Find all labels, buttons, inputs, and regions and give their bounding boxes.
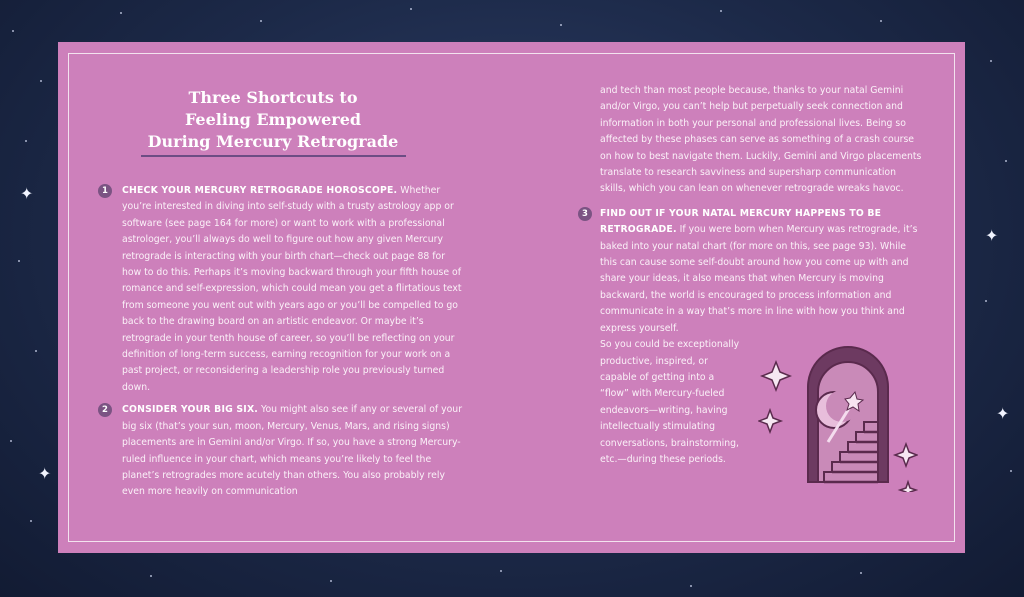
star	[330, 580, 332, 582]
star	[18, 260, 20, 262]
star	[500, 570, 502, 572]
text-line: capable of getting into a	[600, 371, 715, 383]
shortcut-2-continued: and tech than most people because, thanks to your natal Gemini and/or Virgo, you can’t help but perpetually seek connection and information in both your personal and professional lives. Being so affected by these phases can serve as something of a crash course on how to best navigate them. Luckily, Gemini and Virgo placements translate to research savviness and supersharp communication skills, which you can lean on whenever retrograde wreaks havoc.	[600, 85, 922, 195]
step-number-badge: 2	[98, 403, 112, 417]
star	[990, 60, 992, 62]
shortcut-3-text	[600, 206, 922, 337]
step-number-badge: 3	[578, 207, 592, 221]
shortcut-2-block	[102, 402, 467, 500]
shortcut-1-text	[122, 183, 467, 396]
star	[25, 140, 27, 142]
star	[1010, 470, 1012, 472]
star	[12, 30, 14, 32]
title-line-3: During Mercury Retrograde	[147, 132, 399, 151]
shortcut-1-body: Whether you’re interested in diving into self-study with a trusty astrology app or software (see page 164 for more) or want to work with a professional astrologer, you’ll always do well to figure out how any given Mercury retrograde is interacting with your birth chart—check out page 88 for how to do this. Perhaps it’s moving backward through your fifth house of romance and self-expression, which could mean you get a flirtatious text from someone you went out with years ago or you’ll be compelled to go back to the drawing board on an artistic endeavor. Or maybe it’s retrograde in your tenth house of career, so you’ll be reflecting on your definition of long-term success, earning recognition for your work on a past project, or reconsidering a leadership role you previously turned down.	[122, 185, 462, 393]
text-line: etc.—during these periods.	[600, 453, 726, 465]
star	[35, 350, 37, 352]
star	[1005, 160, 1007, 162]
sparkle-icon: ✦	[985, 226, 999, 245]
text-line: intellectually stimulating	[600, 421, 716, 433]
shortcut-2-heading: CONSIDER YOUR BIG SIX.	[122, 404, 259, 416]
sparkle-icon: ✦	[20, 184, 34, 203]
title-line-2: Feeling Empowered	[184, 110, 362, 129]
star	[30, 520, 32, 522]
title-underline	[141, 155, 406, 157]
page-title	[128, 87, 418, 153]
star	[690, 585, 692, 587]
star	[10, 440, 12, 442]
text-line: productive, inspired, or	[600, 355, 708, 367]
star	[410, 8, 412, 10]
title-line-1: Three Shortcuts to	[188, 88, 358, 107]
sparkle-icon: ✦	[38, 464, 52, 483]
sparkle-icon: ✦	[996, 404, 1010, 423]
left-column	[102, 183, 467, 501]
star	[120, 12, 122, 14]
shortcut-2-text	[122, 402, 467, 500]
star	[880, 20, 882, 22]
text-line: So you could be exceptionally	[600, 339, 740, 351]
stairway-arch-moon-illustration	[758, 332, 918, 492]
text-line: “flow” with Mercury-fueled	[600, 388, 725, 400]
shortcut-1-heading: CHECK YOUR MERCURY RETROGRADE HOROSCOPE.	[122, 185, 398, 196]
step-number-badge: 1	[98, 184, 112, 198]
shortcut-2-body: You might also see if any or several of your big six (that’s your sun, moon, Mercury, Venus, Mars, and rising signs) placements are in Gemini and/or Virgo. If so, you have a strong Mercury-ruled influence in your chart, which means you’re likely to feel the planet’s retrogrades more acutely than others. You also probably rely even more heavily on communication	[122, 404, 463, 498]
shortcut-3-heading: FIND OUT IF YOUR NATAL MERCURY HAPPENS TO BE RETROGRADE.	[600, 207, 882, 236]
book-page	[58, 42, 965, 553]
text-line: conversations, brainstorming,	[600, 437, 739, 449]
star	[860, 572, 862, 574]
star	[985, 300, 987, 302]
star	[720, 10, 722, 12]
star	[150, 575, 152, 577]
shortcut-3-body: If you were born when Mercury was retrograde, it’s baked into your natal chart (for more on this, see page 93). While this can cause some self-doubt around how you come up with and share your ideas, it also means that when Mercury is moving backward, the world is encouraged to process information and communicate in a way that’s more in line with how you think and express yourself.	[600, 224, 918, 334]
star	[260, 20, 262, 22]
text-line: endeavors—writing, having	[600, 404, 728, 416]
star	[40, 80, 42, 82]
star	[560, 24, 562, 26]
